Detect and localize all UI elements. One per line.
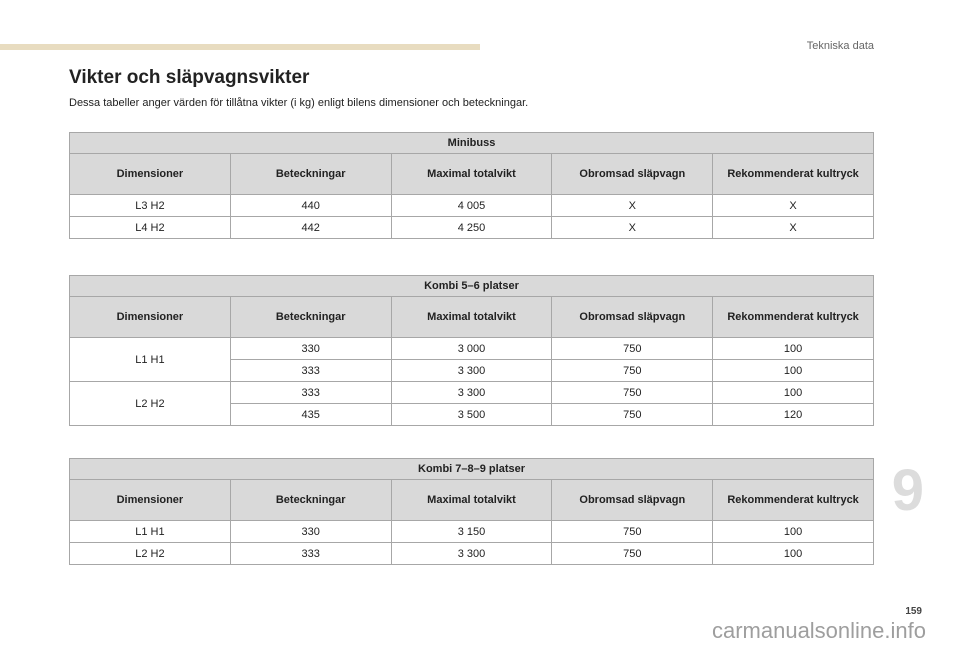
table-caption: Kombi 5–6 platser (70, 276, 874, 297)
column-header: Dimensioner (70, 154, 231, 195)
kombi-5-6-table (69, 275, 874, 426)
column-header: Dimensioner (70, 297, 231, 338)
table-row (70, 195, 874, 217)
table-cell: 330 (230, 338, 391, 360)
table-cell: 442 (230, 217, 391, 239)
table-cell: 333 (230, 360, 391, 382)
table-cell: 750 (552, 338, 713, 360)
table-cell: 435 (230, 404, 391, 426)
table-cell: 100 (713, 382, 874, 404)
section-label: Tekniska data (806, 40, 874, 52)
column-header: Maximal totalvikt (391, 480, 552, 521)
column-header: Dimensioner (70, 480, 231, 521)
column-header: Beteckningar (230, 480, 391, 521)
header-accent-bar (0, 44, 480, 50)
table-cell: X (713, 195, 874, 217)
intro-text: Dessa tabeller anger värden för tillåtna vikter (i kg) enligt bilens dimensioner och beteckningar. (69, 97, 529, 109)
table-cell: 100 (713, 521, 874, 543)
table-cell: 330 (230, 521, 391, 543)
table-cell: L3 H2 (70, 195, 231, 217)
dimension-cell: L2 H2 (70, 382, 231, 426)
table-row (70, 338, 874, 360)
watermark: carmanualsonline.info (711, 618, 926, 643)
table-cell: 333 (230, 382, 391, 404)
table-cell: 3 150 (391, 521, 552, 543)
table-cell: 333 (230, 543, 391, 565)
column-header: Maximal totalvikt (391, 154, 552, 195)
table-cell: L1 H1 (70, 521, 231, 543)
table-cell: X (713, 217, 874, 239)
table-cell: 4 005 (391, 195, 552, 217)
column-header: Rekommenderat kultryck (713, 297, 874, 338)
table-cell: X (552, 195, 713, 217)
column-header: Rekommenderat kultryck (713, 154, 874, 195)
table-row (70, 543, 874, 565)
table-cell: 100 (713, 338, 874, 360)
column-header: Obromsad släpvagn (552, 297, 713, 338)
minibuss-table (69, 132, 874, 239)
dimension-cell: L1 H1 (70, 338, 231, 382)
table-cell: X (552, 217, 713, 239)
table-cell: 750 (552, 382, 713, 404)
kombi-7-8-9-table (69, 458, 874, 565)
table-cell: L4 H2 (70, 217, 231, 239)
table-cell: 4 250 (391, 217, 552, 239)
page-title: Vikter och släpvagnsvikter (69, 67, 310, 88)
table-cell: 3 000 (391, 338, 552, 360)
table-row (70, 521, 874, 543)
table-cell: 3 300 (391, 543, 552, 565)
chapter-number: 9 (891, 458, 924, 523)
table-caption: Minibuss (70, 133, 874, 154)
column-header: Obromsad släpvagn (552, 154, 713, 195)
table-cell: 750 (552, 543, 713, 565)
table-cell: 120 (713, 404, 874, 426)
table-row (70, 217, 874, 239)
table-cell: L2 H2 (70, 543, 231, 565)
column-header: Maximal totalvikt (391, 297, 552, 338)
table-cell: 3 300 (391, 360, 552, 382)
table-cell: 750 (552, 360, 713, 382)
column-header: Obromsad släpvagn (552, 480, 713, 521)
column-header: Beteckningar (230, 297, 391, 338)
table-row (70, 382, 874, 404)
table-caption: Kombi 7–8–9 platser (70, 459, 874, 480)
table-cell: 100 (713, 360, 874, 382)
table-cell: 100 (713, 543, 874, 565)
table-cell: 3 300 (391, 382, 552, 404)
table-cell: 750 (552, 404, 713, 426)
table-cell: 3 500 (391, 404, 552, 426)
table-cell: 750 (552, 521, 713, 543)
column-header: Rekommenderat kultryck (713, 480, 874, 521)
table-cell: 440 (230, 195, 391, 217)
page-number: 159 (905, 606, 922, 617)
column-header: Beteckningar (230, 154, 391, 195)
